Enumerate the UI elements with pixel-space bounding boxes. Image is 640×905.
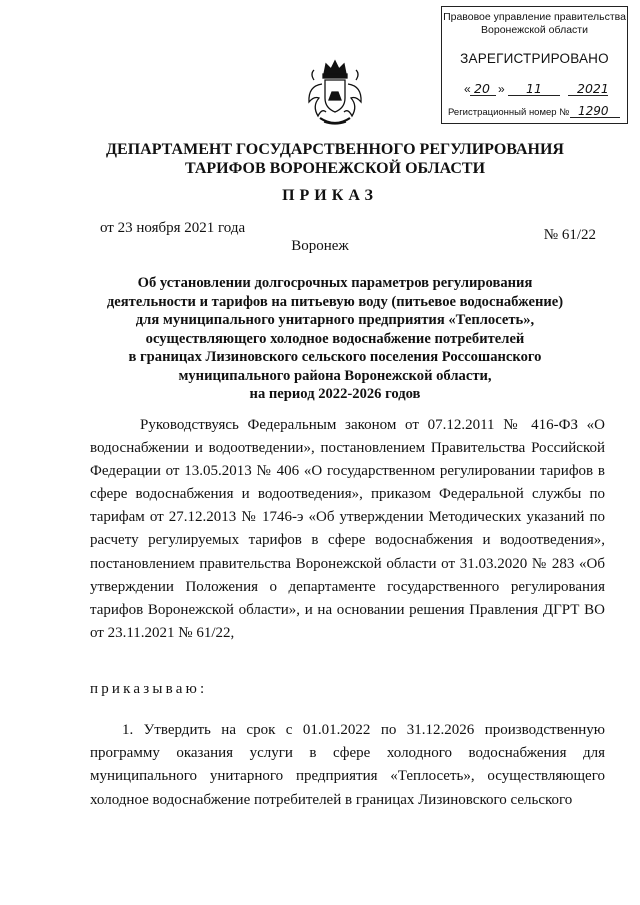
order-date: от 23 ноября 2021 года <box>100 220 246 236</box>
order-word: приказываю: <box>90 681 208 697</box>
preamble-paragraph: Руководствуясь Федеральным законом от 07.12.2011 № 416-ФЗ «О водоснабжении и водоотведении», постановлением Правительства Российской Федерации от 13.05.2013 № 406 «О государственном регулировании тарифов в сфере водоснабжения и водоотведения», приказом Федеральной службы по тарифам от 27.12.2013 № 1746-э «Об утверждении Методических указаний по расчету регулируемых тарифов в сфере водоснабжения и водоотведения», постановлением правительства Воронежской области от 31.03.2020 № 283 «Об утверждении Положения о департаменте государственного регулирования тарифов Воронежской области», и на основании решения Правления ДГРТ ВО от 23.11.2021 № 61/22, <box>90 417 605 641</box>
order-city: Воронеж <box>291 238 349 254</box>
subject-line: для муниципального унитарного предприятия «Теплосеть», <box>135 312 535 328</box>
subject-line: Об установлении долгосрочных параметров регулирования <box>137 275 533 291</box>
order-subject <box>90 274 580 404</box>
stamp-date: « 20 » 11 2021 <box>464 81 609 96</box>
registration-stamp <box>441 6 628 124</box>
subject-line: в границах Лизиновского сельского поселения Россошанского <box>128 349 542 365</box>
stamp-status: ЗАРЕГИСТРИРОВАНО <box>460 51 609 66</box>
subject-line: на период 2022-2026 годов <box>249 386 421 402</box>
subject-line: деятельности и тарифов на питьевую воду (питьевое водоснабжение) <box>106 293 564 310</box>
order-item-1: 1. Утвердить на срок с 01.01.2022 по 31.12.2026 производственную программу оказания услуги в сфере холодного водоснабжения для муниципального унитарного предприятия «Теплосеть», осуществляющего холодное водоснабжение потребителей в границах Лизиновского сельского <box>90 722 605 808</box>
stamp-year: 2021 <box>577 81 609 96</box>
stamp-reg-number <box>448 102 621 118</box>
stamp-reg-label: Регистрационный номер № <box>448 107 570 118</box>
stamp-org-line2: Воронежской области <box>481 24 588 36</box>
subject-line: муниципального района Воронежской области, <box>178 367 492 384</box>
department-title: ДЕПАРТАМЕНТ ГОСУДАРСТВЕННОГО РЕГУЛИРОВАНИЯ ТАРИФОВ ВОРОНЕЖСКОЙ ОБЛАСТИ <box>106 141 564 177</box>
order-number: № 61/22 <box>543 227 596 243</box>
stamp-day: 20 <box>474 81 490 96</box>
stamp-month: 11 <box>526 81 542 96</box>
stamp-org-line1: Правовое управление правительства <box>443 11 626 23</box>
document-type: ПРИКАЗ <box>282 187 378 204</box>
subject-line: осуществляющего холодное водоснабжение потребителей <box>145 330 525 347</box>
coat-of-arms-icon <box>300 56 370 130</box>
stamp-reg-value: 1290 <box>578 104 609 118</box>
stamp-organization <box>442 11 627 37</box>
